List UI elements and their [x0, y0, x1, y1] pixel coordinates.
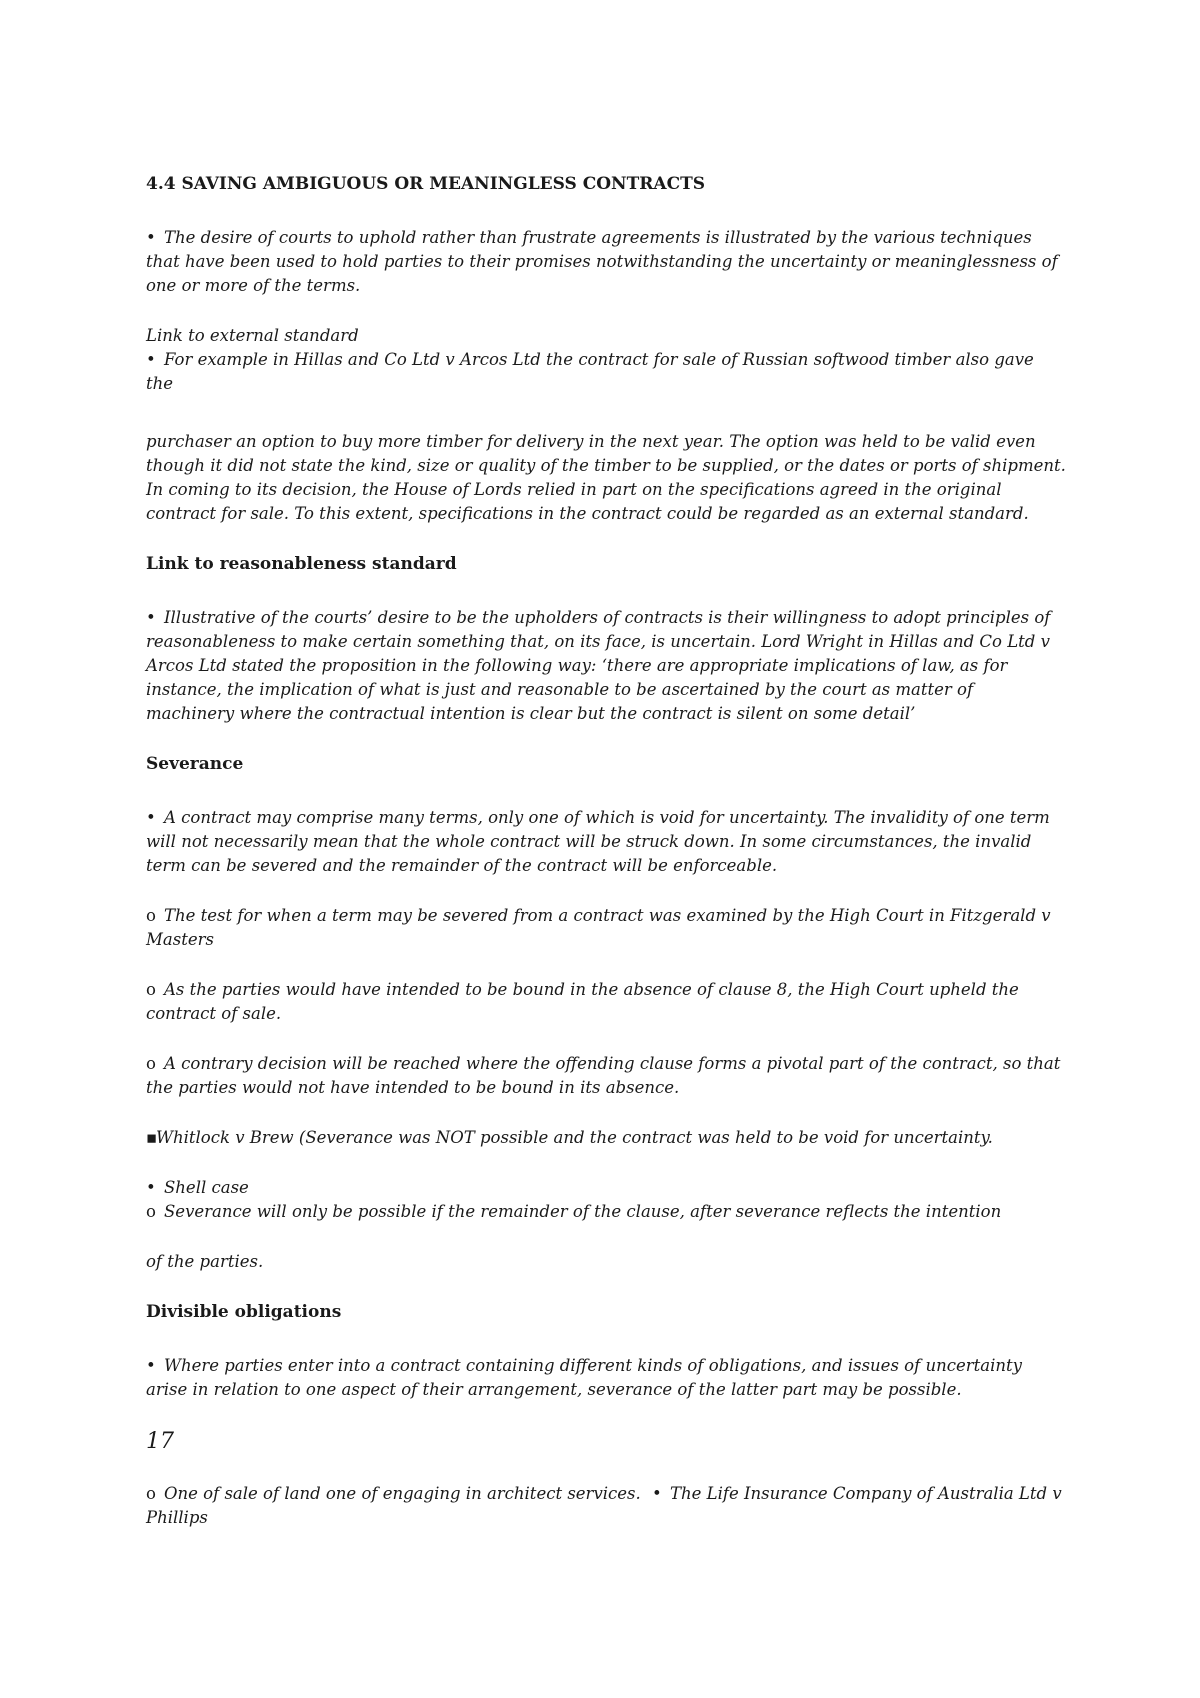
paragraph: • A contract may comprise many terms, only one of which is void for uncertainty. The invalidity of one term will not necessarily mean that the whole contract will be struck down. In some circumstances, the invalid term can be severed and the remainder of the contract will be enforceable. [146, 808, 1050, 875]
subheading-severance: Severance [146, 754, 244, 774]
bullet-icon: • [146, 1356, 156, 1375]
paragraph: • Shell case [146, 1176, 1066, 1200]
subheading-divisible: Divisible obligations [146, 1302, 342, 1322]
paragraph: • The desire of courts to uphold rather than frustrate agreements is illustrated by the various techniques that have been used to hold parties to their promises notwithstanding the uncertainty or meaninglessness of one or more of the terms. [146, 228, 1058, 295]
hollow-bullet-icon: o [146, 906, 156, 925]
paragraph: of the parties. [146, 1252, 264, 1271]
paragraph: o One of sale of land one of engaging in architect services. • The Life Insurance Company of Australia Ltd v Phillips [146, 1484, 1062, 1527]
paragraph: o The test for when a term may be severed from a contract was examined by the High Court in Fitzgerald v Masters [146, 906, 1051, 949]
paragraph: ▪Whitlock v Brew (Severance was NOT possible and the contract was held to be void for uncertainty. [146, 1126, 1066, 1150]
paragraph: purchaser an option to buy more timber for delivery in the next year. The option was held to be valid even though it did not state the kind, size or quality of the timber to be supplied, or the dates or ports of shipment. In coming to its decision, the House of Lords relied in part on the specifications agreed in the original contract for sale. To this extent, specifications in the contract could be regarded as an external standard. [146, 432, 1066, 523]
hollow-bullet-icon: o [146, 1202, 156, 1221]
paragraph: • Where parties enter into a contract containing different kinds of obligations, and issues of uncertainty arise in relation to one aspect of their arrangement, severance of the latter part may be possible. [146, 1356, 1022, 1399]
paragraph: o As the parties would have intended to be bound in the absence of clause 8, the High Court upheld the contract of sale. [146, 980, 1019, 1023]
document-content [146, 172, 1066, 1530]
paragraph: • For example in Hillas and Co Ltd v Arcos Ltd the contract for sale of Russian softwood timber also gave the [146, 350, 1034, 393]
section-heading: 4.4 SAVING AMBIGUOUS OR MEANINGLESS CONTRACTS [146, 174, 706, 194]
subheading-external-standard: Link to external standard [146, 326, 359, 345]
bullet-icon: • [146, 228, 156, 247]
bullet-icon: • [652, 1484, 662, 1503]
paragraph: • Illustrative of the courts’ desire to be the upholders of contracts is their willingness to adopt principles of reasonableness to make certain something that, on its face, is uncertain. Lord Wright in Hillas and Co Ltd v Arcos Ltd stated the proposition in the following way: ‘there are appropriate implications of law, as for instance, the implication of what is just and reasonable to be ascertained by the court as matter of machinery where the contractual intention is clear but the contract is silent on some detail’ [146, 608, 1051, 723]
paragraph: o Severance will only be possible if the remainder of the clause, after severance reflects the intention [146, 1200, 1066, 1224]
hollow-bullet-icon: o [146, 980, 156, 999]
paragraph: o A contrary decision will be reached where the offending clause forms a pivotal part of the contract, so that the parties would not have intended to be bound in its absence. [146, 1054, 1061, 1097]
bullet-icon: • [146, 1178, 156, 1197]
square-bullet-icon: ▪ [146, 1128, 158, 1147]
hollow-bullet-icon: o [146, 1054, 156, 1073]
hollow-bullet-icon: o [146, 1484, 156, 1503]
bullet-icon: • [146, 608, 156, 627]
bullet-icon: • [146, 808, 156, 827]
subheading-reasonableness: Link to reasonableness standard [146, 554, 457, 574]
page-number: 17 [146, 1429, 174, 1454]
bullet-icon: • [146, 350, 156, 369]
